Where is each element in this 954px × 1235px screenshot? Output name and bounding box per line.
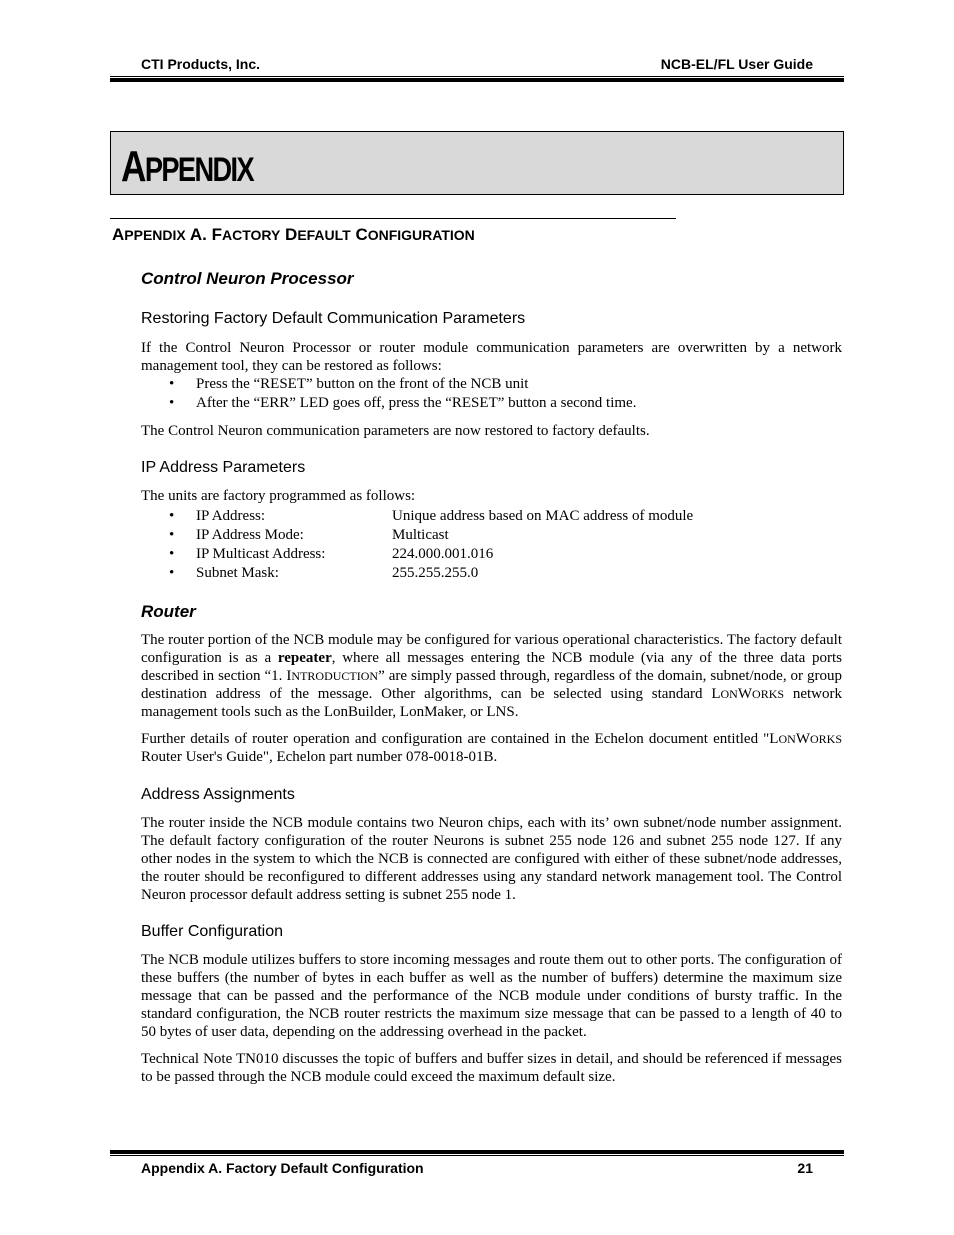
footer-section-title: Appendix A. Factory Default Configuration: [141, 1160, 424, 1176]
appendix-title-box: [110, 131, 844, 195]
footer-page-number: 21: [797, 1160, 813, 1176]
router-paragraph-2: Further details of router operation and configuration are contained in the Echelon document entitled "LONWORKS Router User's Guide", Echelon part number 078-0018-01B.: [141, 731, 842, 765]
list-item: • IP Address: Unique address based on MAC address of module: [169, 508, 694, 524]
restore-bullet-list: [141, 375, 842, 413]
list-item: • IP Address Mode: Multicast: [169, 527, 449, 543]
address-paragraph: The router inside the NCB module contains two Neuron chips, each with its’ own subnet/node number assignment. The default factory configuration of the router Neurons is subnet 255 node 126 and subnet 255 node 127. If any other nodes in the system to which the NCB is connected are configured with either of these subnet/node addresses, the router should be reconfigured to different addresses using any standard network management tool. The Control Neuron processor default address setting is subnet 255 node 1.: [141, 815, 842, 903]
bullet-icon: •: [169, 508, 175, 524]
buffer-paragraph-1: The NCB module utilizes buffers to store incoming messages and route them out to other ports. The configuration of these buffers (the number of bytes in each buffer as well as the number of buffers) determine the maximum size message that can be passed and the performance of the NCB module under conditions of bursty traffic. In the standard configuration, the NCB router restricts the maximum size message that can be passed to a length of 40 to 50 bytes of user data, depending on the addressing overhead in the packet.: [141, 952, 842, 1040]
list-item: • IP Multicast Address: 224.000.001.016: [169, 546, 494, 562]
buffer-heading: Buffer Configuration: [141, 923, 284, 940]
ip-heading: IP Address Parameters: [141, 459, 306, 476]
bullet-icon: •: [169, 376, 175, 392]
restore-outro: The Control Neuron communication parameters are now restored to factory defaults.: [141, 423, 650, 439]
address-heading: Address Assignments: [141, 786, 295, 803]
buffer-paragraph-2: Technical Note TN010 discusses the topic of buffers and buffer sizes in detail, and should be referenced if messages to be passed through the NCB module could exceed the maximum default size.: [141, 1051, 842, 1085]
router-paragraph-1: The router portion of the NCB module may be configured for various operational characteristics. The factory default configuration is as a repeater, where all messages entering the NCB module (via any of the three data ports described in section “1. INTRODUCTION” are simply passed through, regardless of the domain, subnet/node, or group destination address of the message. Other algorithms, can be selected using standard LONWORKS network management tools such as the LonBuilder, LonMaker, or LNS.: [141, 632, 843, 720]
appendix-a-heading: APPENDIX A. FACTORY DEFAULT CONFIGURATION: [112, 225, 475, 244]
bullet-icon: •: [169, 546, 175, 562]
appendix-title: APPENDIX: [121, 142, 254, 191]
list-item: • Press the “RESET” button on the front of the NCB unit: [169, 376, 529, 392]
list-item: • Subnet Mask: 255.255.255.0: [169, 565, 479, 581]
restore-heading: Restoring Factory Default Communication Parameters: [141, 310, 526, 327]
router-heading: Router: [141, 602, 196, 621]
header-rule: [110, 76, 844, 82]
list-item: • After the “ERR” LED goes off, press the “RESET” button a second time.: [169, 395, 637, 411]
header-company: CTI Products, Inc.: [141, 56, 261, 72]
footer-rule: [110, 1150, 844, 1156]
cnp-heading: Control Neuron Processor: [141, 269, 354, 288]
ip-parameter-list: [141, 507, 842, 583]
bullet-icon: •: [169, 527, 175, 543]
header-guide-title: NCB-EL/FL User Guide: [660, 56, 813, 72]
section-rule: [110, 218, 676, 219]
bullet-icon: •: [169, 395, 175, 411]
bullet-icon: •: [169, 565, 175, 581]
restore-intro: If the Control Neuron Processor or router module communication parameters are overwritten by a network management tool, they can be restored as follows:: [141, 340, 842, 374]
ip-intro: The units are factory programmed as follows:: [141, 488, 416, 504]
